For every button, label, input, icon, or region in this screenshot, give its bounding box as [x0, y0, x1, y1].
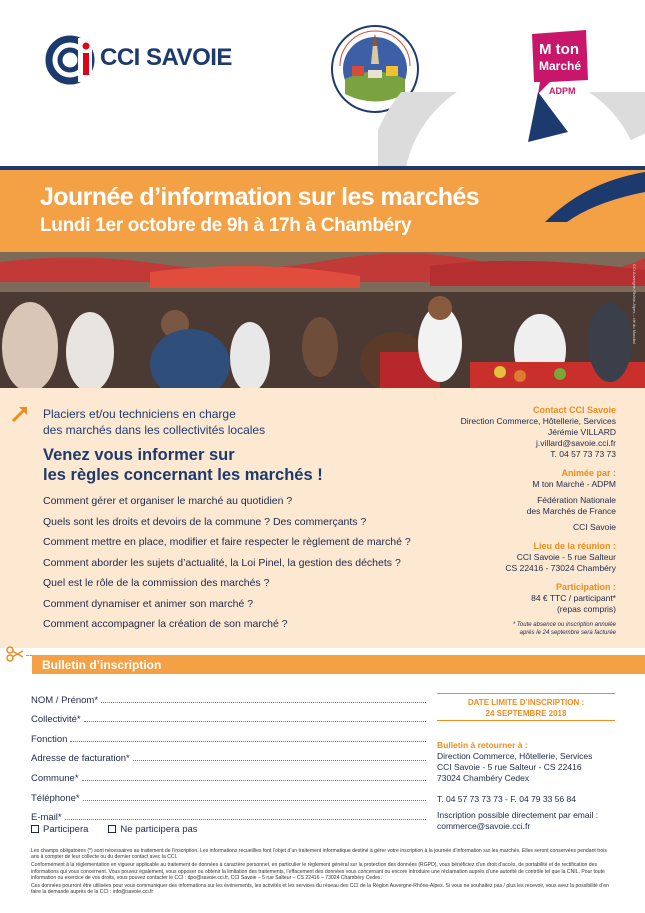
deadline-line1: DATE LIMITE D’INSCRIPTION :: [467, 698, 585, 707]
field-label: Commune*: [31, 772, 79, 784]
event-date: Lundi 1er octobre de 9h à 17h à Chambéry: [40, 215, 412, 236]
cci-name: CCI SAVOIE: [100, 44, 232, 71]
adpm-logo-line1: M ton: [539, 41, 579, 58]
target-line2: des marchés dans les collectivités locales: [43, 423, 266, 437]
list-item: Comment mettre en place, modifier et faire respecter le règlement de marché ?: [43, 536, 411, 548]
adpm-logo-line2: Marché: [539, 59, 582, 73]
return-line1: Direction Commerce, Hôtellerie, Services: [437, 751, 593, 761]
field-label: Téléphone*: [31, 792, 80, 804]
anime-line2: Fédération Nationale: [537, 495, 616, 505]
title-rule: [0, 166, 645, 170]
commune-field[interactable]: [82, 780, 426, 781]
field-label: Fonction: [31, 733, 68, 745]
list-item: Comment dynamiser et animer son marché ?: [43, 597, 254, 610]
contact-line1: Direction Commerce, Hôtellerie, Services: [460, 416, 616, 426]
event-details: [430, 405, 616, 637]
deadline-box: [437, 693, 615, 721]
participation-note1: * Toute absence ou inscription annulée: [512, 622, 616, 628]
collectivite-field[interactable]: [84, 721, 426, 722]
field-label: Adresse de facturation*: [31, 753, 130, 765]
page-title: Journée d’information sur les marchés: [40, 183, 480, 211]
contact-phone: T. 04 57 73 73 73: [550, 449, 616, 459]
photo-credit: CCI Auvergne-Rhône-Alpes – clé du Mondial: [632, 264, 637, 344]
list-item: Quel est le rôle de la commission des marchés ?: [43, 577, 270, 589]
list-item: Quels sont les droits et devoirs de la commune ? Des commerçants ?: [43, 515, 367, 528]
arrow-icon: [11, 405, 29, 423]
contact-email[interactable]: j.villard@savoie.cci.fr: [536, 438, 616, 448]
participation-heading: Participation :: [555, 582, 616, 592]
form-row-adresse[interactable]: [31, 745, 426, 765]
list-item: Comment accompagner la création de son marché ?: [43, 618, 288, 630]
target-audience: [43, 406, 265, 438]
lieu-heading: Lieu de la réunion :: [533, 541, 616, 551]
anime-heading: Animée par :: [561, 468, 616, 478]
lieu-line2: CS 22416 - 73024 Chambéry: [505, 563, 616, 573]
field-label: E-mail*: [31, 812, 62, 824]
checkbox-icon[interactable]: [108, 825, 116, 833]
bulletin-title: Bulletin d’inscription: [42, 658, 162, 672]
return-heading: Bulletin à retourner à :: [437, 740, 528, 750]
field-label: Collectivité*: [31, 714, 81, 726]
attendance-choices: [31, 824, 198, 835]
checkbox-icon[interactable]: [31, 825, 39, 833]
return-email-label: Inscription possible directement par email :: [437, 810, 599, 820]
participera-checkbox[interactable]: [31, 824, 88, 835]
ne-participera-pas-checkbox[interactable]: [108, 824, 197, 835]
email-field[interactable]: [65, 819, 426, 820]
anime-line3: des Marchés de France: [526, 506, 616, 516]
name-field[interactable]: [101, 702, 426, 703]
anime-line1: M ton Marché - ADPM: [532, 479, 616, 489]
form-row-commune[interactable]: [31, 764, 426, 784]
form-row-email[interactable]: [31, 804, 426, 824]
contact-heading: Contact CCI Savoie: [532, 405, 616, 415]
scissors-icon: [6, 646, 24, 662]
legal-paragraph: Conformément à la réglementation en vigueur applicable au traitement de données à caractère personnel, en particulier le règlement général sur la protection des données (RGPD), vous bénéficiez d’un droit d’accès, de portabilité et de rectification des informations qui vous concernent. Vous pouvez également, vous opposer ou obtenir la limitation des traitements, l’effacement des données vous concernant ou encore introduire une réclamation auprès d’une autorité de contrôle tel que la CNIL. Pour toute information ou exercice de vos droits, vous pouvez contacter le CCI : dpo@savoie.cci.fr, CCI Savoie – 5 rue Salteur – CS 22416 – 73024 Chambéry Cedex.: [31, 862, 605, 881]
legal-paragraph: Ces données pourront être utilisées pour vous communiquer des informations sur les événements, les activités et les services du réseau des CCI de la Région Auvergne-Rhône-Alpes. Si vous ne souhaitez pas / plus les recevoir, vous avez la possibilité d’en faire la demande auprès de la CCI : info@savoie.cci.fr: [31, 883, 609, 896]
lead-heading: [43, 445, 323, 485]
participation-price: 84 € TTC / participant*: [531, 593, 616, 603]
contact-line2: Jérémie VILLARD: [547, 427, 616, 437]
list-item: Comment aborder les sujets d’actualité, la Loi Pinel, la gestion des déchets ?: [43, 556, 401, 569]
form-row-telephone[interactable]: [31, 784, 426, 804]
form-row-fonction[interactable]: [31, 725, 426, 745]
lead-line1: Venez vous informer sur: [43, 446, 235, 464]
list-item: Comment gérer et organiser le marché au quotidien ?: [43, 495, 293, 507]
question-list: [43, 494, 411, 638]
deadline-date: 24 SEPTEMBRE 2018: [485, 709, 567, 718]
legal-notice: [31, 848, 616, 897]
title-arc-overlay: [545, 172, 645, 222]
ne-participera-pas-label: Ne participera pas: [120, 824, 198, 835]
form-row-name[interactable]: [31, 686, 426, 706]
registration-form: [31, 686, 426, 823]
form-row-collectivite[interactable]: [31, 706, 426, 726]
anime-line4: CCI Savoie: [573, 522, 616, 532]
lieu-line1: CCI Savoie - 5 rue Salteur: [516, 552, 616, 562]
adpm-label: ADPM: [549, 86, 576, 96]
return-line2: CCI Savoie - 5 rue Salteur - CS 22416: [437, 762, 582, 772]
telephone-field[interactable]: [83, 800, 426, 801]
participera-label: Participera: [43, 824, 89, 835]
participation-note2: après le 24 septembre sera facturée: [519, 630, 616, 636]
participation-meal: (repas compris): [556, 604, 616, 614]
return-phone: T. 04 57 73 73 73 - F. 04 79 33 56 84: [437, 794, 576, 804]
lead-line2: les règles concernant les marchés !: [43, 466, 323, 484]
fonction-field[interactable]: [70, 741, 426, 742]
target-line1: Placiers et/ou techniciens en charge: [43, 407, 236, 421]
legal-paragraph: Les champs obligatoires (*) sont nécessaires au traitement de l’inscription. Les informations recueillies font l’objet d’un traitement informatique destiné à gérer votre inscription à la journée d’information sur les marchés. Elles seront conservées pendant trois ans à compter de leur collecte ou du dernier contact avec la CCI.: [31, 848, 607, 861]
field-label: NOM / Prénom*: [31, 694, 99, 706]
market-photo: [0, 252, 645, 388]
return-email[interactable]: commerce@savoie.cci.fr: [437, 821, 531, 831]
adresse-field[interactable]: [133, 760, 426, 761]
return-address: [437, 740, 598, 832]
return-line3: 73024 Chambéry Cedex: [437, 773, 530, 783]
